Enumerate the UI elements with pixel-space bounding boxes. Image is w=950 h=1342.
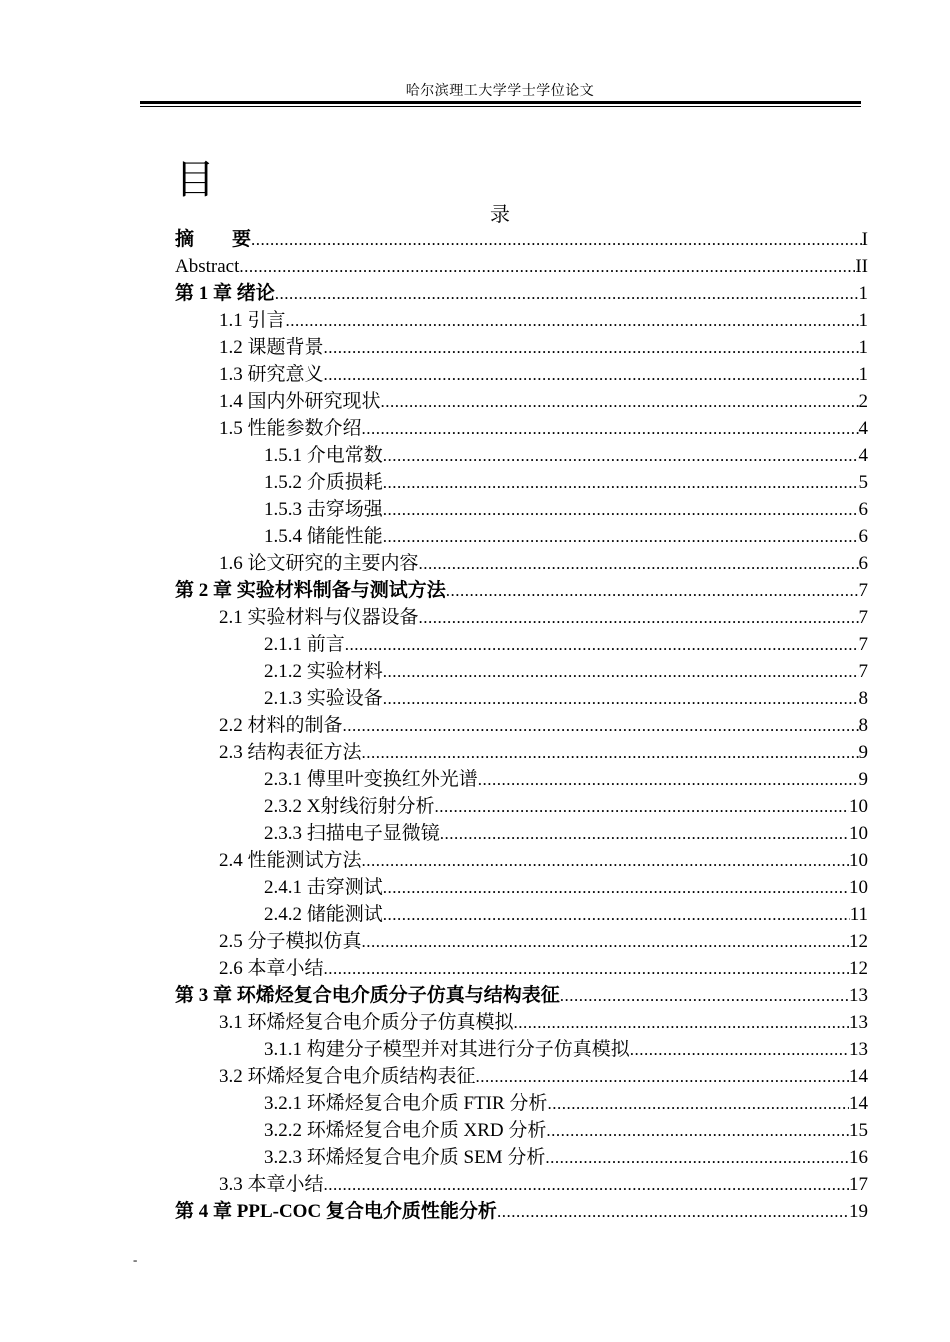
toc-entry-label: 第 1 章 绪论 xyxy=(175,283,275,304)
toc-dot-leader xyxy=(383,658,859,685)
toc-entry-label: 2.4.1 击穿测试 xyxy=(264,877,383,898)
toc-entry-page-number: 7 xyxy=(858,580,868,601)
toc-entry[interactable] xyxy=(175,523,868,550)
toc-dot-leader xyxy=(383,901,850,928)
toc-dot-leader xyxy=(286,307,859,334)
toc-dot-leader xyxy=(383,496,859,523)
toc-entry-page-number: 8 xyxy=(858,715,868,736)
toc-entry-page-number: 7 xyxy=(858,607,868,628)
toc-entry[interactable] xyxy=(175,253,868,280)
toc-entry-page-number: 12 xyxy=(849,931,868,952)
toc-entry[interactable] xyxy=(175,1009,868,1036)
toc-entry-label: 2.3.1 傅里叶变换红外光谱 xyxy=(264,769,478,790)
toc-entry-page-number: 13 xyxy=(849,1039,868,1060)
toc-entry[interactable] xyxy=(175,577,868,604)
toc-entry-page-number: 1 xyxy=(858,310,868,331)
toc-entry-page-number: II xyxy=(855,256,868,277)
footer-mark: - xyxy=(133,1252,138,1267)
toc-entry-label: 2.4.2 储能测试 xyxy=(264,904,383,925)
toc-entry-label: 第 2 章 实验材料制备与测试方法 xyxy=(175,580,446,601)
toc-dot-leader xyxy=(383,469,859,496)
toc-entry-page-number: 11 xyxy=(849,904,868,925)
toc-entry[interactable] xyxy=(175,631,868,658)
toc-entry[interactable] xyxy=(175,1144,868,1171)
toc-entry[interactable] xyxy=(175,1090,868,1117)
toc-entry-page-number: 7 xyxy=(858,634,868,655)
toc-entry[interactable] xyxy=(175,820,868,847)
toc-dot-leader xyxy=(446,577,859,604)
toc-entry[interactable] xyxy=(175,550,868,577)
toc-dot-leader xyxy=(275,280,859,307)
toc-entry[interactable] xyxy=(175,847,868,874)
toc-dot-leader xyxy=(630,1036,849,1063)
toc-dot-leader xyxy=(545,1144,849,1171)
toc-entry[interactable] xyxy=(175,388,868,415)
toc-heading-second-char: 录 xyxy=(490,204,510,226)
toc-entry-page-number: 10 xyxy=(849,850,868,871)
toc-entry[interactable] xyxy=(175,685,868,712)
toc-entry-label: 3.1 环烯烃复合电介质分子仿真模拟 xyxy=(219,1012,514,1033)
toc-entry[interactable] xyxy=(175,928,868,955)
toc-entry-page-number: 12 xyxy=(849,958,868,979)
toc-dot-leader xyxy=(497,1198,849,1225)
toc-entry-label: 1.1 引言 xyxy=(219,310,286,331)
toc-entry[interactable] xyxy=(175,982,868,1009)
toc-entry-label: 2.1.1 前言 xyxy=(264,634,345,655)
toc-entry[interactable] xyxy=(175,901,868,928)
toc-dot-leader xyxy=(383,523,859,550)
toc-dot-leader xyxy=(324,1171,849,1198)
toc-entry[interactable] xyxy=(175,361,868,388)
toc-dot-leader xyxy=(560,982,849,1009)
toc-entry-label: 3.3 本章小结 xyxy=(219,1174,324,1195)
toc-entry[interactable] xyxy=(175,793,868,820)
toc-entry[interactable] xyxy=(175,1198,868,1225)
toc-entry-page-number: 14 xyxy=(849,1066,868,1087)
toc-entry-label: 1.5.4 储能性能 xyxy=(264,526,383,547)
toc-entry-page-number: 4 xyxy=(858,418,868,439)
toc-entry-page-number: 14 xyxy=(849,1093,868,1114)
toc-entry[interactable] xyxy=(175,739,868,766)
toc-entry-label: 第 4 章 PPL-COC 复合电介质性能分析 xyxy=(175,1201,497,1222)
toc-entry-label: 1.6 论文研究的主要内容 xyxy=(219,553,419,574)
toc-entry-page-number: 2 xyxy=(858,391,868,412)
toc-entry[interactable] xyxy=(175,874,868,901)
toc-dot-leader xyxy=(476,1063,849,1090)
toc-entry-page-number: 1 xyxy=(858,337,868,358)
toc-dot-leader xyxy=(419,604,859,631)
toc-entry-page-number: 15 xyxy=(849,1120,868,1141)
toc-entry-label: 2.3.2 X射线衍射分析 xyxy=(264,796,435,817)
toc-dot-leader xyxy=(383,685,859,712)
toc-dot-leader xyxy=(440,820,849,847)
header-rule-thick xyxy=(140,101,861,104)
toc-entry-page-number: 6 xyxy=(858,526,868,547)
toc-entry-page-number: 5 xyxy=(858,472,868,493)
toc-entry-label: 1.3 研究意义 xyxy=(219,364,324,385)
toc-entry-page-number: I xyxy=(861,229,868,250)
toc-entry[interactable] xyxy=(175,415,868,442)
toc-entry[interactable] xyxy=(175,1063,868,1090)
toc-entry-label: 1.4 国内外研究现状 xyxy=(219,391,381,412)
toc-entry[interactable] xyxy=(175,226,868,253)
toc-entry-label: 1.2 课题背景 xyxy=(219,337,324,358)
toc-dot-leader xyxy=(324,361,859,388)
toc-entry[interactable] xyxy=(175,712,868,739)
toc-entry-page-number: 1 xyxy=(858,364,868,385)
toc-dot-leader xyxy=(381,388,859,415)
toc-entry[interactable] xyxy=(175,955,868,982)
toc-entry[interactable] xyxy=(175,469,868,496)
toc-dot-leader xyxy=(547,1090,849,1117)
toc-dot-leader xyxy=(434,793,849,820)
toc-entry-label: 2.3.3 扫描电子显微镜 xyxy=(264,823,440,844)
toc-entry-page-number: 1 xyxy=(858,283,868,304)
toc-entry-page-number: 7 xyxy=(858,661,868,682)
toc-entry[interactable] xyxy=(175,766,868,793)
toc-heading-first-char: 目 xyxy=(175,157,215,203)
toc-dot-leader xyxy=(383,874,849,901)
toc-dot-leader xyxy=(362,847,849,874)
toc-dot-leader xyxy=(343,712,859,739)
toc-entry-label: 第 3 章 环烯烃复合电介质分子仿真与结构表征 xyxy=(175,985,560,1006)
toc-entry-page-number: 9 xyxy=(858,769,868,790)
toc-entry-page-number: 4 xyxy=(858,445,868,466)
toc-entry-label: 3.2 环烯烃复合电介质结构表征 xyxy=(219,1066,476,1087)
toc-entry[interactable] xyxy=(175,442,868,469)
toc-entry[interactable] xyxy=(175,307,868,334)
toc-entry-page-number: 8 xyxy=(858,688,868,709)
toc-entry[interactable] xyxy=(175,334,868,361)
toc-dot-leader xyxy=(478,766,859,793)
toc-entry-label: 1.5.3 击穿场强 xyxy=(264,499,383,520)
toc-dot-leader xyxy=(362,928,849,955)
toc-dot-leader xyxy=(324,334,859,361)
toc-entry-label: 1.5 性能参数介绍 xyxy=(219,418,362,439)
toc-entry-label: 3.1.1 构建分子模型并对其进行分子仿真模拟 xyxy=(264,1039,630,1060)
toc-entry-label: 1.5.1 介电常数 xyxy=(264,445,383,466)
toc-entry-label: 2.1.2 实验材料 xyxy=(264,661,383,682)
toc-entry[interactable] xyxy=(175,604,868,631)
toc-entry[interactable] xyxy=(175,280,868,307)
toc-dot-leader xyxy=(514,1009,849,1036)
toc-dot-leader xyxy=(324,955,849,982)
toc-entry-page-number: 6 xyxy=(858,553,868,574)
toc-entry-page-number: 10 xyxy=(849,823,868,844)
toc-dot-leader xyxy=(362,739,859,766)
toc-entry[interactable] xyxy=(175,1117,868,1144)
toc-dot-leader xyxy=(345,631,859,658)
toc-entry-label: 2.6 本章小结 xyxy=(219,958,324,979)
toc-dot-leader xyxy=(362,415,859,442)
page-header-title: 哈尔滨理工大学学士学位论文 xyxy=(405,84,595,99)
toc-entry-page-number: 6 xyxy=(858,499,868,520)
toc-entry[interactable] xyxy=(175,496,868,523)
toc-entry-page-number: 16 xyxy=(849,1147,868,1168)
toc-entry-label: 3.2.2 环烯烃复合电介质 XRD 分析 xyxy=(264,1120,547,1141)
toc-entry[interactable] xyxy=(175,1036,868,1063)
toc-entry-page-number: 9 xyxy=(858,742,868,763)
toc-entry-page-number: 10 xyxy=(849,796,868,817)
toc-dot-leader xyxy=(251,226,862,253)
toc-entry-label: 2.1 实验材料与仪器设备 xyxy=(219,607,419,628)
toc-entry-label: 2.3 结构表征方法 xyxy=(219,742,362,763)
toc-entry-label: 2.5 分子模拟仿真 xyxy=(219,931,362,952)
toc-entry-label: 1.5.2 介质损耗 xyxy=(264,472,383,493)
toc-dot-leader xyxy=(239,253,855,280)
toc-entry-label: 3.2.3 环烯烃复合电介质 SEM 分析 xyxy=(264,1147,546,1168)
toc-entry[interactable] xyxy=(175,1171,868,1198)
toc-dot-leader xyxy=(419,550,859,577)
toc-dot-leader xyxy=(546,1117,849,1144)
toc-entry-label: 2.2 材料的制备 xyxy=(219,715,343,736)
toc-entry-label: 摘 要 xyxy=(175,229,252,250)
toc-entry-page-number: 10 xyxy=(849,877,868,898)
toc-dot-leader xyxy=(383,442,859,469)
toc-entry-label: 3.2.1 环烯烃复合电介质 FTIR 分析 xyxy=(264,1093,548,1114)
header-rule-thin xyxy=(140,106,861,107)
toc-entry-page-number: 13 xyxy=(849,1012,868,1033)
toc-entry-page-number: 19 xyxy=(849,1201,868,1222)
toc-entry-label: 2.1.3 实验设备 xyxy=(264,688,383,709)
toc-entry[interactable] xyxy=(175,658,868,685)
toc-entry-page-number: 17 xyxy=(849,1174,868,1195)
toc-entry-page-number: 13 xyxy=(849,985,868,1006)
toc-entry-label: Abstract xyxy=(175,256,240,277)
toc-entry-label: 2.4 性能测试方法 xyxy=(219,850,362,871)
table-of-contents xyxy=(175,226,868,1225)
